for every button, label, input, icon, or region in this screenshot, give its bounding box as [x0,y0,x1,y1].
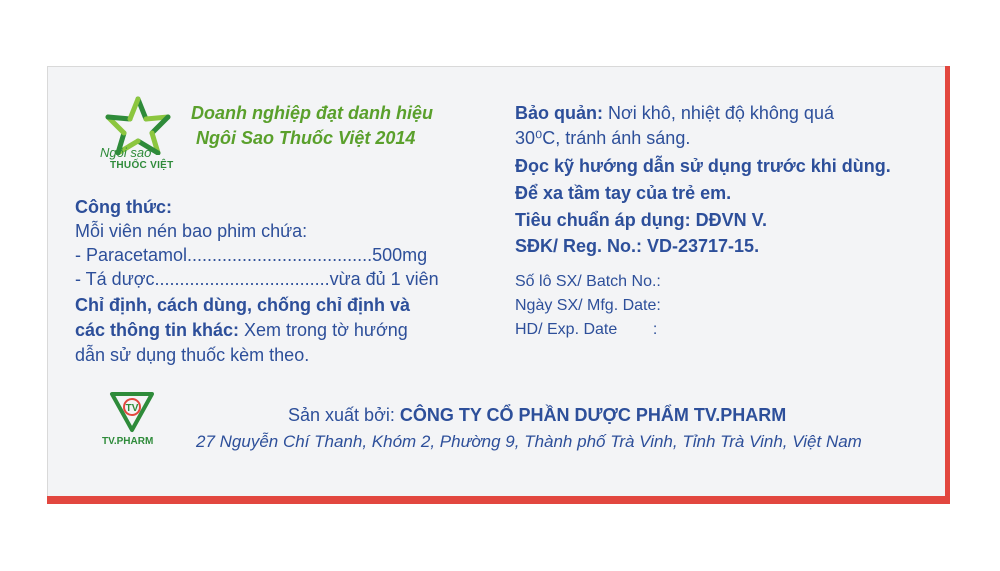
indication-bold: các thông tin khác: [75,320,240,340]
exp-date: HD/ Exp. Date : [515,321,658,338]
storage-label: Bảo quản: [515,103,603,123]
formula-intro: Mỗi viên nén bao phim chứa: [75,221,308,241]
svg-text:TV: TV [125,403,139,414]
indication-line-2 [75,320,408,341]
batch-number: Số lô SX/ Batch No.: [515,273,661,290]
manufacturer-prefix: Sản xuất bởi: [288,405,400,425]
indication-line-1: Chỉ định, cách dùng, chống chỉ định và [75,295,411,315]
warning-children: Để xa tầm tay của trẻ em. [515,183,732,203]
formula-title: Công thức: [75,197,173,217]
storage-rest: Nơi khô, nhiệt độ không quá [603,103,834,123]
formula-excipient: - Tá dược...................................vừa đủ 1 viên [75,269,439,289]
manufacturer-company: CÔNG TY CỔ PHẦN DƯỢC PHẨM TV.PHARM [399,405,787,425]
formula-paracetamol: - Paracetamol.....................................500mg [75,245,428,265]
warning-read: Đọc kỹ hướng dẫn sử dụng trước khi dùng. [515,156,891,176]
indication-rest: Xem trong tờ hướng [239,320,408,340]
manufacturer-address: 27 Nguyễn Chí Thanh, Khóm 2, Phường 9, Thành phố Trà Vinh, Tỉnh Trà Vinh, Việt Nam [196,432,862,451]
manufacturer-line [288,405,786,426]
storage-line-1 [515,103,834,124]
award-line-1: Doanh nghiệp đạt danh hiệu [191,103,433,123]
indication-line-3: dẫn sử dụng thuốc kèm theo. [75,345,310,365]
tvpharm-logo-icon [108,390,156,434]
logo-text-ngoi-sao: Ngôi sao [100,145,152,160]
logo-text-thuoc-viet: THUỐC VIỆT [110,160,174,171]
standard-applied: Tiêu chuẩn áp dụng: DĐVN V. [515,210,768,230]
mfg-date: Ngày SX/ Mfg. Date: [515,297,661,314]
red-edge-bottom [47,496,949,504]
registration-number: SĐK/ Reg. No.: VD-23717-15. [515,236,760,256]
tvpharm-logo-label: TV.PHARM [102,436,154,447]
red-edge-right [945,66,950,504]
award-line-2: Ngôi Sao Thuốc Việt 2014 [196,128,416,148]
storage-line-2: 30⁰C, tránh ánh sáng. [515,128,691,148]
